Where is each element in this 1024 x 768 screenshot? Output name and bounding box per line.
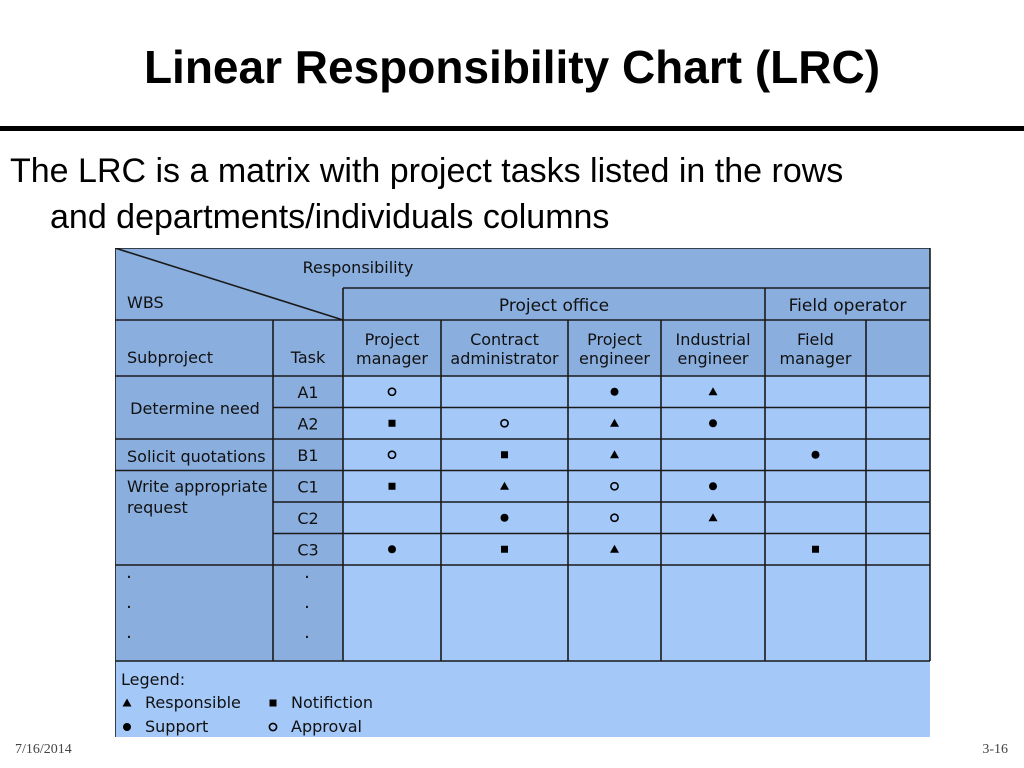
header-subproject: Subproject [127, 348, 213, 367]
legend-symbol-support [123, 723, 131, 731]
column-header: Contract [470, 330, 539, 349]
symbol-notification [812, 546, 819, 553]
slide-title: Linear Responsibility Chart (LRC) [143, 41, 881, 93]
column-header: Project [364, 330, 420, 349]
group-project-office: Project office [498, 296, 610, 316]
symbol-support [709, 419, 717, 427]
symbol-support [812, 451, 820, 459]
symbol-support [388, 545, 396, 553]
symbol-notification [389, 420, 396, 427]
ellipsis-dot: · [304, 567, 310, 588]
subproject-label: request [127, 498, 188, 517]
matrix-background [343, 376, 930, 661]
task-id: C2 [297, 508, 319, 528]
symbol-notification [389, 483, 396, 490]
column-header: administrator [450, 349, 559, 368]
title-divider [0, 126, 1024, 131]
task-id: C3 [297, 540, 319, 560]
body-line-2: and departments/individuals columns [50, 198, 610, 236]
column-header: engineer [677, 349, 749, 368]
task-id: B1 [297, 445, 319, 465]
column-header: manager [356, 349, 428, 368]
group-field-operator: Field operator [788, 296, 907, 316]
legend-label: Support [145, 717, 209, 736]
subproject-label: Determine need [130, 399, 260, 418]
ellipsis-dot: · [126, 597, 132, 618]
ellipsis-dot: · [304, 627, 310, 648]
column-header: Industrial [675, 330, 751, 349]
legend-label: Notifiction [291, 693, 373, 712]
column-header: Project [587, 330, 642, 349]
symbol-support [709, 482, 717, 490]
legend-label: Responsible [145, 693, 241, 712]
legend-title: Legend: [121, 670, 186, 689]
task-id: C1 [297, 477, 319, 497]
ellipsis-dot: · [126, 567, 132, 588]
column-header: Field [797, 330, 834, 349]
ellipsis-dot: · [304, 597, 310, 618]
legend-symbol-notification [270, 700, 277, 707]
header-task: Task [290, 348, 326, 367]
body-text [10, 148, 1010, 240]
symbol-notification [501, 451, 508, 458]
linear-responsibility-chart [115, 248, 931, 738]
corner-wbs-label: WBS [127, 293, 164, 312]
task-id: A2 [297, 414, 319, 434]
subproject-label: Write appropriate [127, 477, 268, 496]
symbol-support [611, 388, 619, 396]
ellipsis-dot: · [126, 627, 132, 648]
corner-responsibility-label: Responsibility [302, 258, 414, 277]
column-header: manager [779, 349, 852, 368]
footer-date: 7/16/2014 [15, 742, 72, 757]
symbol-support [501, 514, 509, 522]
footer-page-number: 3-16 [982, 742, 1008, 757]
legend-label: Approval [291, 717, 362, 736]
task-id: A1 [297, 382, 319, 402]
symbol-notification [501, 546, 508, 553]
body-line-1: The LRC is a matrix with project tasks listed in the rows [10, 152, 844, 190]
subproject-label: Solicit quotations [127, 447, 266, 466]
column-header: engineer [579, 349, 650, 368]
